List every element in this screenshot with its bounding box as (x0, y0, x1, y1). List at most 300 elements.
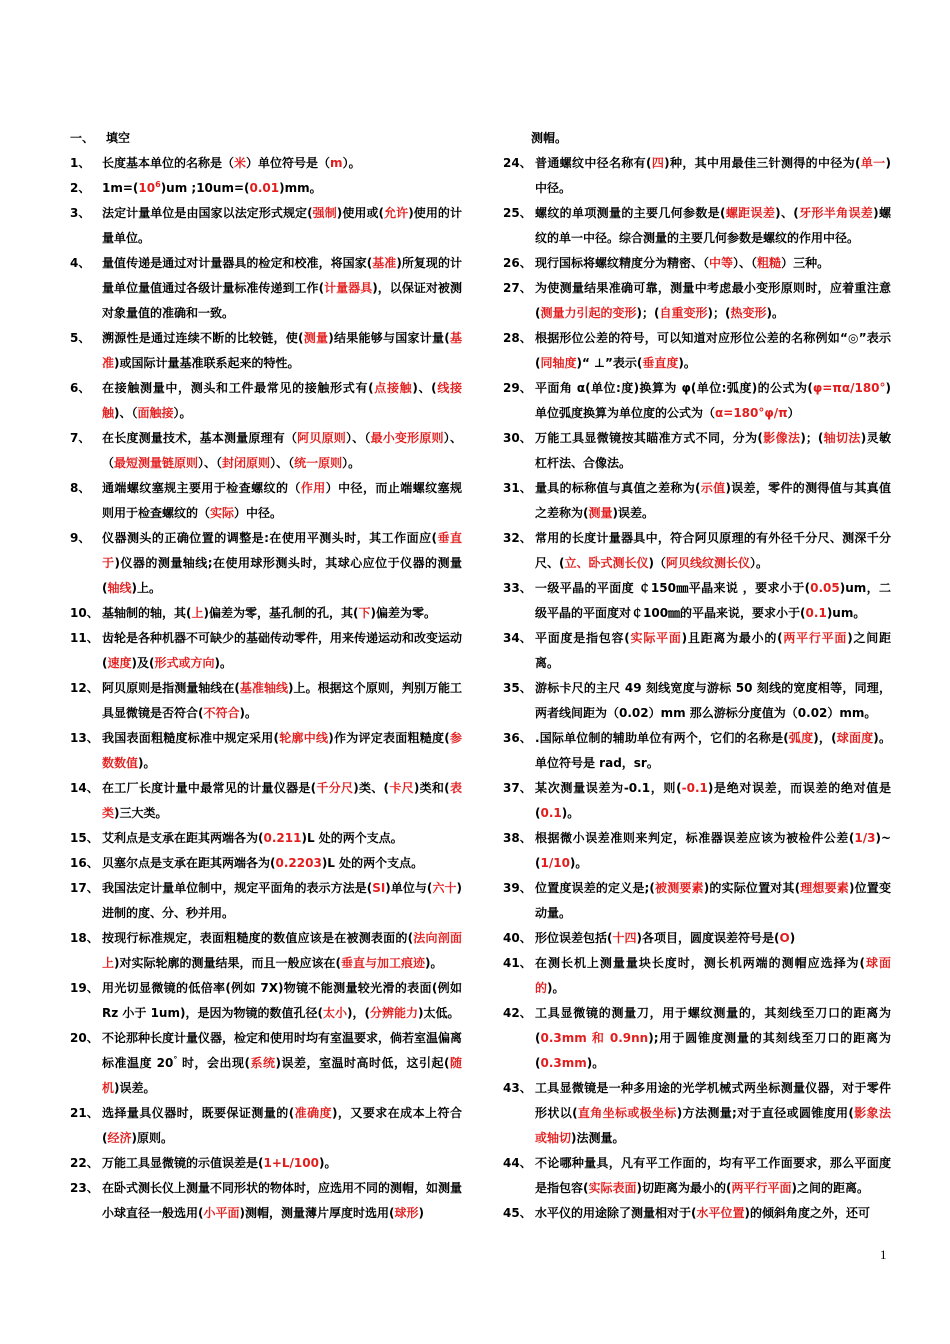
question-item (70, 726, 462, 776)
question-fragment: )使用或( (336, 206, 385, 220)
question-fragment: )、( (775, 206, 799, 220)
question-fragment: ）。 (750, 556, 769, 570)
answer-text: 两平行平面 (731, 1181, 792, 1195)
question-fragment: )。 (239, 706, 258, 720)
question-number: 17、 (70, 881, 99, 895)
question-item (503, 776, 891, 826)
answer-text: 0.1 (540, 806, 562, 820)
question-text (535, 1076, 891, 1151)
section-number: 一、 (70, 131, 95, 145)
question-fragment: 通端螺纹塞规主要用于检查螺纹的（ (102, 481, 301, 495)
question-number: 7、 (70, 431, 91, 445)
question-fragment: )结果能够与国家计量( (328, 331, 450, 345)
question-number: 1、 (70, 156, 91, 170)
question-item (70, 176, 462, 201)
question-fragment: );用于圆锥度测量的其刻线至刀口的距离为( (535, 1031, 891, 1070)
question-fragment: )及( (131, 656, 155, 670)
answer-text: 球形 (394, 1206, 419, 1220)
question-number: 21、 (70, 1106, 99, 1120)
question-fragment: )，以保证对被测对象量值的准确和一致。 (102, 281, 462, 320)
page-number: 1 (880, 1247, 887, 1262)
question-fragment: )单位与( (385, 881, 433, 895)
question-fragment: )偏差为零。 (370, 606, 437, 620)
question-number: 24、 (503, 156, 532, 170)
question-text (102, 426, 462, 476)
question-text (535, 201, 891, 251)
question-fragment: )。 (586, 1056, 605, 1070)
answer-text: 基准 (102, 331, 462, 370)
question-fragment: )（ (648, 556, 667, 570)
answer-text: 实际平面 (629, 631, 682, 645)
question-fragment: ）中径。 (234, 506, 283, 520)
question-number: 35、 (503, 681, 532, 695)
question-fragment: 齿轮是各种机器不可缺少的基础传动零件，用来传递运动和改变运动( (102, 631, 463, 670)
question-text (102, 1151, 462, 1176)
question-item (70, 376, 462, 426)
question-fragment: )的实际位置对其( (703, 881, 801, 895)
question-item (503, 676, 891, 726)
question-text (535, 1001, 891, 1076)
answer-text: 螺距误差 (725, 206, 776, 220)
question-fragment: )种，其中用最佳三针测得的中径为( (664, 156, 861, 170)
answer-text: 阿贝原则 (297, 431, 346, 445)
question-number: 5、 (70, 331, 91, 345)
right-column (503, 126, 891, 1226)
question-fragment: ）、（ (270, 456, 295, 470)
question-fragment: ）中径，而止端螺纹塞规则用于检查螺纹的（ (102, 481, 462, 520)
question-fragment: ）、（ (198, 456, 223, 470)
answer-text: 实际 (210, 506, 235, 520)
answer-text: 最短测量链原则 (114, 456, 199, 470)
question-fragment: 在接触测量中，测头和工件最常见的接触形式有( (102, 381, 374, 395)
answer-text: 直角坐标或极坐标 (577, 1106, 677, 1120)
question-fragment: )。 (425, 956, 443, 970)
answer-text: 线接触 (102, 381, 462, 420)
question-fragment: 贝塞尔点是支承在距其两端各为( (102, 856, 276, 870)
question-text (535, 151, 891, 201)
question-fragment: )um，二级平晶的平面度对￠100㎜的平晶来说，要求小于( (535, 581, 891, 620)
question-text (535, 276, 891, 326)
question-fragment: )L 处的两个支点。 (301, 831, 403, 845)
question-item (503, 476, 891, 526)
question-fragment: )仪器的测量轴线;在使用球形测头时，其球心应位于仪器的测量( (102, 556, 462, 595)
question-text (535, 676, 891, 726)
answer-text: 球面度 (836, 731, 874, 745)
question-fragment: ) (418, 1206, 424, 1220)
question-fragment: )。单位符号是 rad，sr。 (535, 731, 891, 770)
question-text (102, 201, 462, 251)
question-fragment: )作为评定表面粗糙度( (328, 731, 450, 745)
question-number: 13、 (70, 731, 99, 745)
question-item (503, 626, 891, 676)
question-fragment: )。 (561, 806, 580, 820)
question-item (70, 1101, 462, 1151)
question-fragment: )um ;10um=( (160, 181, 250, 195)
answer-text: 表类 (102, 781, 462, 820)
question-fragment: 水平仪的用途除了测量相对于( (535, 1206, 697, 1220)
question-fragment: )所复现的计量单位量值通过各级计量标准传递到工作( (102, 256, 462, 295)
question-text (535, 426, 891, 476)
question-fragment: )、（ (114, 406, 138, 420)
question-fragment: 在测长机上测量量块长度时，测长机两端的测帽应选择为( (535, 956, 866, 970)
question-fragment: )方法测量;对于直径或圆锥度用( (676, 1106, 854, 1120)
question-number: 25、 (503, 206, 532, 220)
question-text (535, 1151, 891, 1201)
section-heading (70, 126, 462, 151)
question-number: 44、 (503, 1156, 532, 1170)
question-text (102, 826, 462, 851)
question-fragment: )。 (318, 1156, 337, 1170)
answer-text: 被测要素 (654, 881, 704, 895)
question-item (503, 1201, 891, 1226)
question-fragment: ）、（ (345, 431, 371, 445)
question-item (70, 526, 462, 601)
answer-text: 轴线 (107, 581, 132, 595)
answer-text: 0.3mm 和 0.9nn (540, 1031, 649, 1045)
answer-text: 强制 (312, 206, 337, 220)
question-text (102, 326, 462, 376)
question-fragment: )误差，室温时高时低，这引起( (275, 1056, 450, 1070)
question-text (102, 1101, 462, 1151)
question-fragment: 艾利点是支承在距其两端各为( (102, 831, 264, 845)
question-fragment: )法测量。 (571, 1131, 625, 1145)
question-fragment: 基轴制的轴，其( (102, 606, 192, 620)
question-text (535, 826, 891, 876)
question-text (102, 1026, 462, 1101)
question-fragment: ）、（ (733, 256, 758, 270)
answer-text: 测量力引起的变形 (540, 306, 637, 320)
question-number: 39、 (503, 881, 532, 895)
question-text (102, 676, 462, 726)
answer-text: 法向剖面上 (102, 931, 462, 970)
answer-text: 统一原则 (294, 456, 343, 470)
question-item (503, 426, 891, 476)
answer-text: 系统 (250, 1056, 276, 1070)
question-item (503, 326, 891, 376)
question-fragment: 不论哪种量具，凡有平工作面的，均有平工作面要求，那么平面度是指包容( (535, 1156, 891, 1195)
question-fragment: 工具显微镜的测量刀，用于螺纹测量的，其刻线至刀口的距离为( (535, 1006, 891, 1045)
question-number: 11、 (70, 631, 99, 645)
question-text (102, 251, 462, 326)
question-number: 6、 (70, 381, 91, 395)
answer-text: 参数数值 (102, 731, 462, 770)
question-fragment: 在工厂长度计量中最常见的计量仪器是( (102, 781, 317, 795)
question-fragment: )；( (800, 431, 824, 445)
answer-text: 垂直于 (102, 531, 462, 570)
question-fragment: )对实际轮廓的测量结果，而且一般应该在( (114, 956, 341, 970)
answer-text: 6 (155, 180, 161, 189)
question-text (535, 726, 891, 776)
question-item (70, 851, 462, 876)
question-number: 29、 (503, 381, 532, 395)
question-fragment: )。 (547, 981, 565, 995)
answer-text: 面触接 (137, 406, 174, 420)
answer-text: SI (372, 881, 386, 895)
question-item (70, 626, 462, 676)
section-title: 填空 (106, 131, 131, 145)
question-fragment: )螺纹的单一中径。综合测量的主要几何参数是螺纹的作用中径。 (535, 206, 891, 245)
question-fragment: 按现行标准规定，表面粗糙度的数值应该是在被测表面的( (102, 931, 414, 945)
question-fragment: 量具的标称值与真值之差称为( (535, 481, 701, 495)
answer-text: 0.3mm (540, 1056, 587, 1070)
question-item (70, 676, 462, 726)
question-text (535, 576, 891, 626)
question-number: 45、 (503, 1206, 532, 1220)
question-fragment: 我国表面粗糙度标准中规定采用( (102, 731, 279, 745)
question-number: 27、 (503, 281, 532, 295)
question-item (70, 976, 462, 1026)
question-text (535, 376, 891, 426)
answer-text: 1/3 (854, 831, 876, 845)
question-fragment: 用光切显微镜的低倍率(例如 7X)物镜不能测量较光滑的表面(例如 Rz 小于 1um)，是因为物镜的数值孔径( (102, 981, 462, 1020)
question-fragment: 螺纹的单项测量的主要几何参数是( (535, 206, 726, 220)
question-text (102, 601, 462, 626)
question-number: 9、 (70, 531, 91, 545)
question-fragment: 形位误差包括( (535, 931, 613, 945)
answer-text: 两平行平面 (782, 631, 848, 645)
answer-text: 0.05 (810, 581, 840, 595)
answer-text: 1+L/100 (263, 1156, 319, 1170)
answer-text: 轴切法 (823, 431, 861, 445)
question-fragment: )类和( (413, 781, 450, 795)
question-item (70, 476, 462, 526)
question-item (70, 601, 462, 626)
answer-text: 太小 (322, 1006, 347, 1020)
answer-text: 基准轴线 (239, 681, 289, 695)
question-number: 10、 (70, 606, 99, 620)
answer-text: 实际表面 (588, 1181, 637, 1195)
question-fragment: )进制的度、分、秒并用。 (102, 881, 462, 920)
question-fragment: 选择量具仪器时，既要保证测量的( (102, 1106, 295, 1120)
answer-text: 随机 (102, 1056, 462, 1095)
question-fragment: 溯源性是通过连续不断的比较链，使( (102, 331, 304, 345)
question-fragment: )um。 (826, 606, 866, 620)
question-number: 3、 (70, 206, 91, 220)
question-fragment: )误差。 (114, 1081, 156, 1095)
question-fragment: 阿贝原则是指测量轴线在( (102, 681, 240, 695)
left-column (70, 126, 462, 1226)
question-text (102, 526, 462, 601)
question-fragment: 平面角 α(单位:度)换算为 φ(单位:弧度)的公式为( (535, 381, 813, 395)
question-number: 2、 (70, 181, 91, 195)
question-number: 4、 (70, 256, 91, 270)
answer-text: 准确度 (294, 1106, 332, 1120)
question-fragment: ）三种。 (781, 256, 830, 270)
question-fragment: )，( (813, 731, 837, 745)
question-fragment: )“ ⊥”表示( (576, 356, 643, 370)
answer-text: 0.1 (805, 606, 827, 620)
question-number: 30、 (503, 431, 532, 445)
question-text (535, 776, 891, 826)
question-number: 26、 (503, 256, 532, 270)
answer-text: 垂直与加工痕迹 (341, 956, 426, 970)
answer-text: 测量 (588, 506, 613, 520)
question-fragment: 法定计量单位是由国家以法定形式规定( (102, 206, 313, 220)
answer-text: 同轴度 (540, 356, 577, 370)
answer-text: 计量器具 (324, 281, 373, 295)
question-fragment: .国际单位制的辅助单位有两个，它们的名称是( (535, 731, 789, 745)
question-fragment: 普通螺纹中径名称有( (535, 156, 652, 170)
question-item (70, 926, 462, 976)
answer-text: 水平位置 (696, 1206, 745, 1220)
question-fragment: )mm。 (279, 181, 322, 195)
question-item (503, 376, 891, 426)
question-item (503, 276, 891, 326)
question-number: 31、 (503, 481, 532, 495)
question-fragment: )误差。 (612, 506, 655, 520)
question-fragment: )之间的距离。 (791, 1181, 870, 1195)
question-fragment: 位置度误差的定义是;( (535, 881, 655, 895)
question-fragment: 一级平晶的平面度 ￠150㎜平晶来说 ，要求小于( (535, 581, 811, 595)
question-text (102, 626, 462, 676)
question-text (535, 876, 891, 926)
question-fragment: )误差，零件的测得值与其真值之差称为( (535, 481, 891, 520)
question-text (102, 776, 462, 826)
answer-text: 1/10 (540, 856, 570, 870)
question-fragment: )太低。 (417, 1006, 460, 1020)
question-item (503, 1001, 891, 1076)
question-item (503, 726, 891, 776)
question-fragment: 游标卡尺的主尺 49 刻线宽度与游标 50 刻线的宽度相等，同理，两者线间距为（0.02）mm 那么游标分度值为（0.02）mm。 (535, 681, 891, 720)
answer-text: 单一 (860, 156, 886, 170)
question-fragment: )、( (412, 381, 437, 395)
question-text (535, 1201, 891, 1226)
question-fragment: 根据形位公差的符号，可以知道对应形位公差的名称例如“◎”表示( (535, 331, 891, 370)
question-fragment: )且距离为最小的( (681, 631, 783, 645)
answer-text: 0.211 (263, 831, 302, 845)
question-fragment: 现行国标将螺纹精度分为精密、（ (535, 256, 710, 270)
question-item (503, 876, 891, 926)
answer-text: 最小变形原则 (370, 431, 444, 445)
question-number: 8、 (70, 481, 91, 495)
question-fragment: )上。 (131, 581, 161, 595)
question-number: 37、 (503, 781, 532, 795)
question-number: 34、 (503, 631, 532, 645)
answer-text: 封闭原则 (222, 456, 271, 470)
answer-text: -0.1 (681, 781, 708, 795)
question-number: 16、 (70, 856, 99, 870)
question-text (535, 476, 891, 526)
question-fragment: 某次测量误差为-0.1，则( (535, 781, 682, 795)
question-number: 43、 (503, 1081, 532, 1095)
question-fragment: )。 (214, 656, 232, 670)
question-fragment: ）。 (342, 156, 361, 170)
question-fragment: 常用的长度计量器具中，符合阿贝原理的有外径千分尺、测深千分尺、( (535, 531, 891, 570)
question-fragment: ° (173, 1055, 178, 1064)
question-fragment: 万能工具显微镜按其瞄准方式不同，分为( (535, 431, 763, 445)
answer-text: 粗糙 (757, 256, 782, 270)
question-fragment: )，( (346, 1006, 370, 1020)
continuation-text: 测帽。 (531, 131, 568, 145)
answer-text: 中等 (709, 256, 734, 270)
answer-text: 卡尺 (389, 781, 414, 795)
answer-text: 10 (138, 181, 156, 195)
question-fragment: )测帽，测量薄片厚度时选用( (239, 1206, 395, 1220)
question-item (503, 151, 891, 201)
question-fragment: 仪器测头的正确位置的调整是:在使用平测头时，其工作面应( (102, 531, 438, 545)
question-fragment: )；( (636, 306, 660, 320)
question-fragment: )是绝对误差，而误差的绝对值是( (535, 781, 891, 820)
question-item (70, 776, 462, 826)
question-fragment: )偏差为零，基孔制的孔，其( (203, 606, 359, 620)
question-item (503, 576, 891, 626)
answer-text: 六十 (432, 881, 457, 895)
answer-text: 下 (358, 606, 371, 620)
question-item (70, 251, 462, 326)
answer-text: 形式或方向 (154, 656, 215, 670)
answer-text: 不符合 (203, 706, 240, 720)
question-number: 38、 (503, 831, 532, 845)
question-fragment: )原则。 (131, 1131, 173, 1145)
question-fragment: 1m=( (102, 181, 139, 195)
question-item (70, 826, 462, 851)
question-item (503, 1151, 891, 1201)
answer-text: 0.01 (249, 181, 280, 195)
question-fragment: 在长度测量技术，基本测量原理有（ (102, 431, 298, 445)
question-fragment: )L 处的两个支点。 (321, 856, 424, 870)
question-item (70, 876, 462, 926)
question-fragment: )位置变动量。 (535, 881, 891, 920)
question-number: 15、 (70, 831, 99, 845)
answer-text: 米 (234, 156, 247, 170)
question-text (102, 376, 462, 426)
question-item (70, 151, 462, 176)
question-text (535, 626, 891, 676)
question-fragment: )切距离为最小的( (636, 1181, 732, 1195)
question-item (503, 926, 891, 951)
question-fragment: )使用的计量单位。 (102, 206, 462, 245)
question-fragment: 时，会出现( (177, 1056, 251, 1070)
question-number: 40、 (503, 931, 532, 945)
question-fragment: )，又要求在成本上符合( (102, 1106, 462, 1145)
answer-text: 影象法或轴切 (535, 1106, 891, 1145)
answer-text: 分辨能力 (369, 1006, 418, 1020)
answer-text: 垂直度 (642, 356, 679, 370)
answer-text: 基准 (372, 256, 397, 270)
answer-text: 自重变形 (659, 306, 708, 320)
answer-text: 测量 (303, 331, 329, 345)
question-fragment: 在卧式测长仪上测量不同形状的物体时，应选用不同的测帽，如测量小球直径一般选用( (102, 1181, 463, 1220)
question-fragment: ）、（ (102, 431, 462, 470)
answer-text: 理想要素 (800, 881, 849, 895)
question-item (503, 526, 891, 576)
question-fragment: )上。根据这个原则，判别万能工具显微镜是否符合( (102, 681, 462, 720)
question-text (535, 251, 891, 276)
question-number: 20、 (70, 1031, 99, 1045)
question-fragment: ) (789, 931, 796, 945)
question-fragment: )的倾斜角度之外，还可 (744, 1206, 871, 1220)
answer-text: 上 (191, 606, 204, 620)
answer-text: m (330, 156, 343, 170)
question-item (70, 326, 462, 376)
question-text (102, 976, 462, 1026)
answer-text: 牙形半角误差 (798, 206, 874, 220)
question-number: 18、 (70, 931, 99, 945)
question-fragment: ）单位符号是（ (246, 156, 331, 170)
question-fragment: )~( (535, 831, 891, 870)
question-fragment: )中径。 (535, 156, 891, 195)
question-text (102, 876, 462, 926)
answer-text: 速度 (107, 656, 132, 670)
question-text (535, 926, 891, 951)
question-fragment: )。 (138, 756, 156, 770)
question-number: 41、 (503, 956, 532, 970)
answer-text: 小平面 (203, 1206, 240, 1220)
answer-text: 0.2203 (275, 856, 322, 870)
question-fragment: 万能工具显微镜的示值误差是( (102, 1156, 264, 1170)
answer-text: O (779, 931, 790, 945)
answer-text: φ=πα/180° (812, 381, 886, 395)
